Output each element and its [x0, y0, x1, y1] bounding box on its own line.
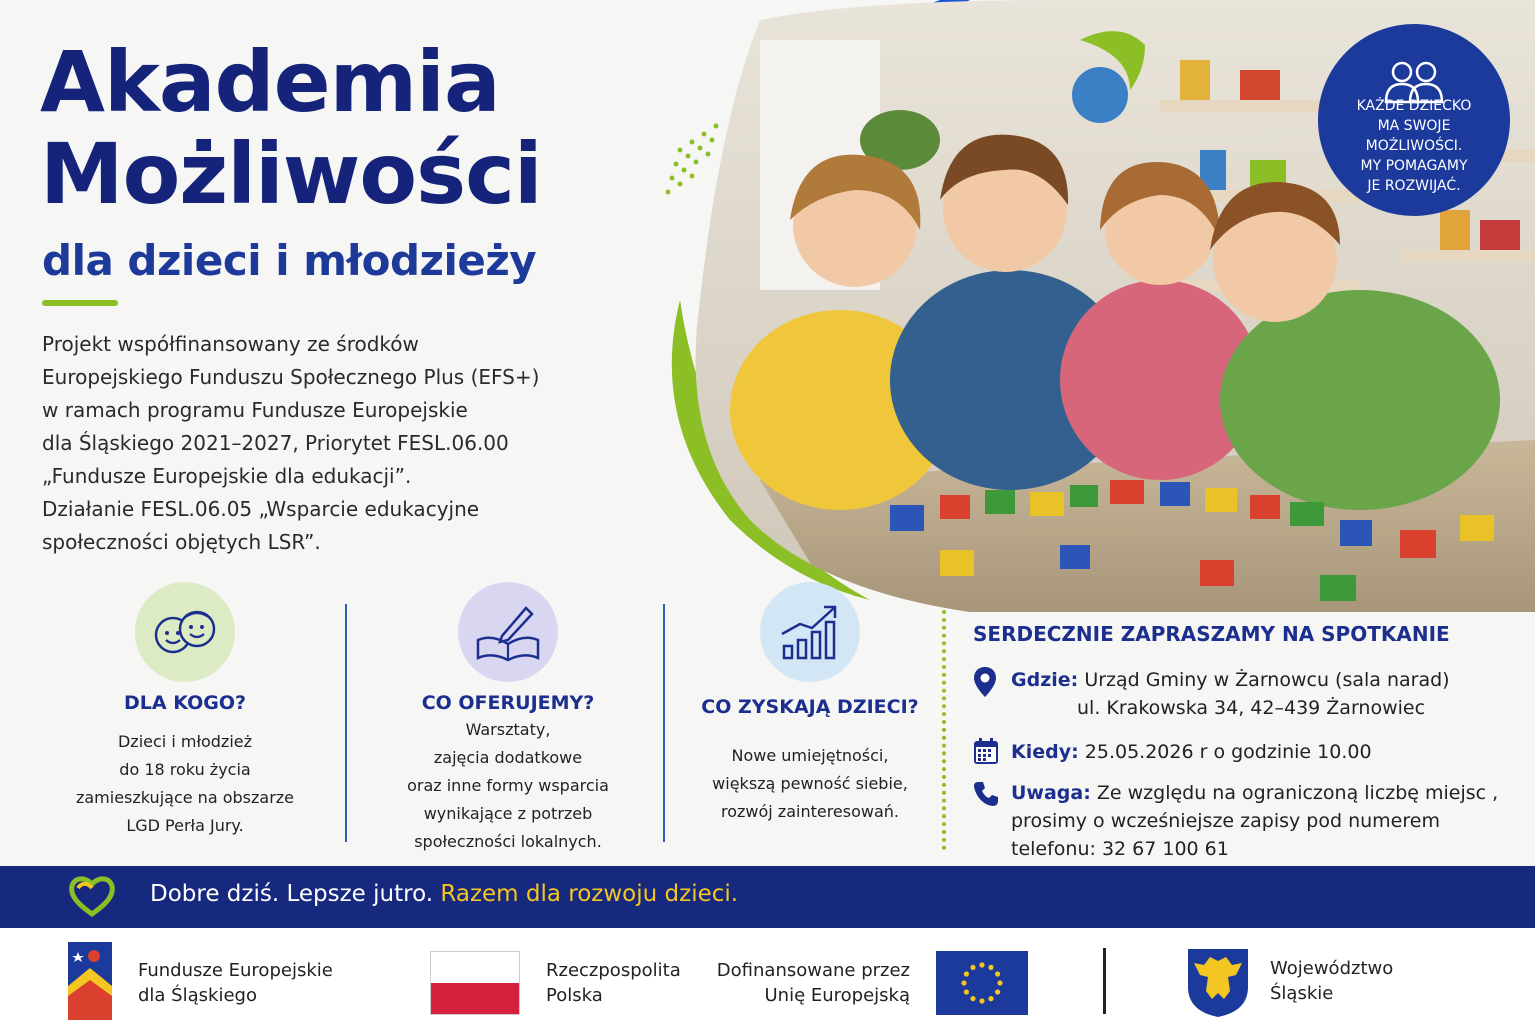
where-value: Urząd Gminy w Żarnowcu (sala narad) [1084, 669, 1450, 691]
eu-line: Unię Europejską [764, 985, 910, 1006]
slogan-plain: Dobre dziś. Lepsze jutro. [150, 881, 434, 907]
rp-logo-text [546, 958, 681, 1008]
calendar-icon [973, 737, 999, 770]
note-line: prosimy o wcześniejsze zapisy pod numerem [1011, 810, 1440, 832]
growth-chart-icon [760, 582, 860, 682]
intro-line: Europejskiego Funduszu Społecznego Plus (EFS+) [42, 365, 540, 389]
column-line: zajęcia dodatkowe [433, 748, 583, 767]
footer-divider [1103, 948, 1106, 1014]
intro-line: dla Śląskiego 2021–2027, Priorytet FESL.06.00 [42, 431, 509, 455]
phone-number: telefonu: 32 67 100 61 [1011, 838, 1229, 860]
column-heading: CO OFERUJEMY? [421, 692, 595, 714]
fe-logo-icon [66, 940, 112, 1024]
column-line: Warsztaty, [465, 720, 551, 739]
badge-line: JE ROZWIJAĆ. [1367, 178, 1461, 194]
badge-line: MOŻLIWOŚCI. [1365, 138, 1463, 154]
column-heading: DLA KOGO? [124, 692, 246, 714]
fe-line: dla Śląskiego [138, 985, 257, 1006]
event-note [973, 779, 1513, 863]
intro-line: Działanie FESL.06.05 „Wsparcie edukacyjne [42, 497, 480, 521]
column-line: oraz inne formy wsparcia [407, 776, 609, 795]
when-value: 25.05.2026 r o godzinie 10.00 [1084, 741, 1372, 763]
column-line: Dzieci i młodzież [117, 732, 253, 751]
ws-line: Województwo [1270, 958, 1394, 979]
eu-flag-icon [936, 951, 1028, 1019]
event-where [973, 666, 1493, 722]
event-title: SERDECZNIE ZAPRASZAMY NA SPOTKANIE [973, 622, 1450, 646]
info-column-benefits [685, 582, 935, 826]
title-line-1: Akademia [40, 33, 500, 131]
column-divider [663, 604, 665, 842]
column-line: do 18 roku życia [119, 760, 251, 779]
intro-line: w ramach programu Fundusze Europejskie [42, 398, 468, 422]
column-line: rozwój zainteresowań. [720, 802, 900, 821]
column-line: społeczności lokalnych. [414, 832, 602, 851]
column-line: zamieszkujące na obszarze [75, 788, 295, 807]
intro-line: Projekt współfinansowany ze środków [42, 332, 419, 356]
fe-line: Fundusze Europejskie [138, 960, 333, 981]
when-label: Kiedy: [1011, 741, 1079, 763]
accent-rule [42, 300, 118, 306]
location-pin-icon [973, 666, 997, 703]
badge-line: MY POMAGAMY [1360, 158, 1468, 174]
rp-line: Rzeczpospolita [546, 960, 681, 981]
ws-line: Śląskie [1270, 983, 1334, 1004]
rp-line: Polska [546, 985, 603, 1006]
slogan-highlight: Razem dla rozwoju dzieci. [440, 881, 739, 907]
event-when [973, 738, 1493, 766]
column-line: Nowe umiejętności, [731, 746, 889, 765]
column-line: wynikające z potrzeb [423, 804, 593, 823]
title-line-2: Możliwości [40, 125, 542, 223]
eu-logo-text [700, 958, 910, 1008]
subtitle: dla dzieci i młodzieży [42, 236, 537, 285]
column-heading: CO ZYSKAJĄ DZIECI? [701, 696, 919, 718]
phone-icon [973, 781, 999, 812]
intro-paragraph [42, 328, 602, 559]
note-label: Uwaga: [1011, 782, 1091, 804]
slogan-text [150, 881, 738, 907]
tagline-badge [1318, 24, 1510, 216]
smiling-kids-icon [135, 582, 235, 682]
column-line: LGD Perła Jury. [126, 816, 244, 835]
column-divider [345, 604, 347, 842]
eu-line: Dofinansowane przez [716, 960, 910, 981]
heart-logo-icon [68, 874, 116, 922]
event-divider [942, 610, 946, 850]
book-pencil-icon [458, 582, 558, 682]
where-address: ul. Krakowska 34, 42–439 Żarnowiec [1077, 697, 1426, 719]
note-line: Ze względu na ograniczoną liczbę miejsc , [1096, 782, 1499, 804]
fe-logo-text [138, 958, 333, 1008]
ws-logo-text [1270, 956, 1393, 1006]
info-column-for-whom [60, 582, 310, 840]
badge-line: KAŻDE DZIECKO [1356, 98, 1472, 114]
column-line: większą pewność siebie, [712, 774, 908, 793]
intro-line: społeczności objętych LSR”. [42, 530, 321, 554]
silesia-coat-of-arms-icon [1186, 947, 1250, 1023]
badge-line: MA SWOJE [1377, 118, 1451, 134]
where-label: Gdzie: [1011, 669, 1079, 691]
info-column-offer [383, 582, 633, 856]
intro-line: „Fundusze Europejskie dla edukacji”. [42, 464, 412, 488]
polish-flag-icon [430, 951, 520, 1015]
